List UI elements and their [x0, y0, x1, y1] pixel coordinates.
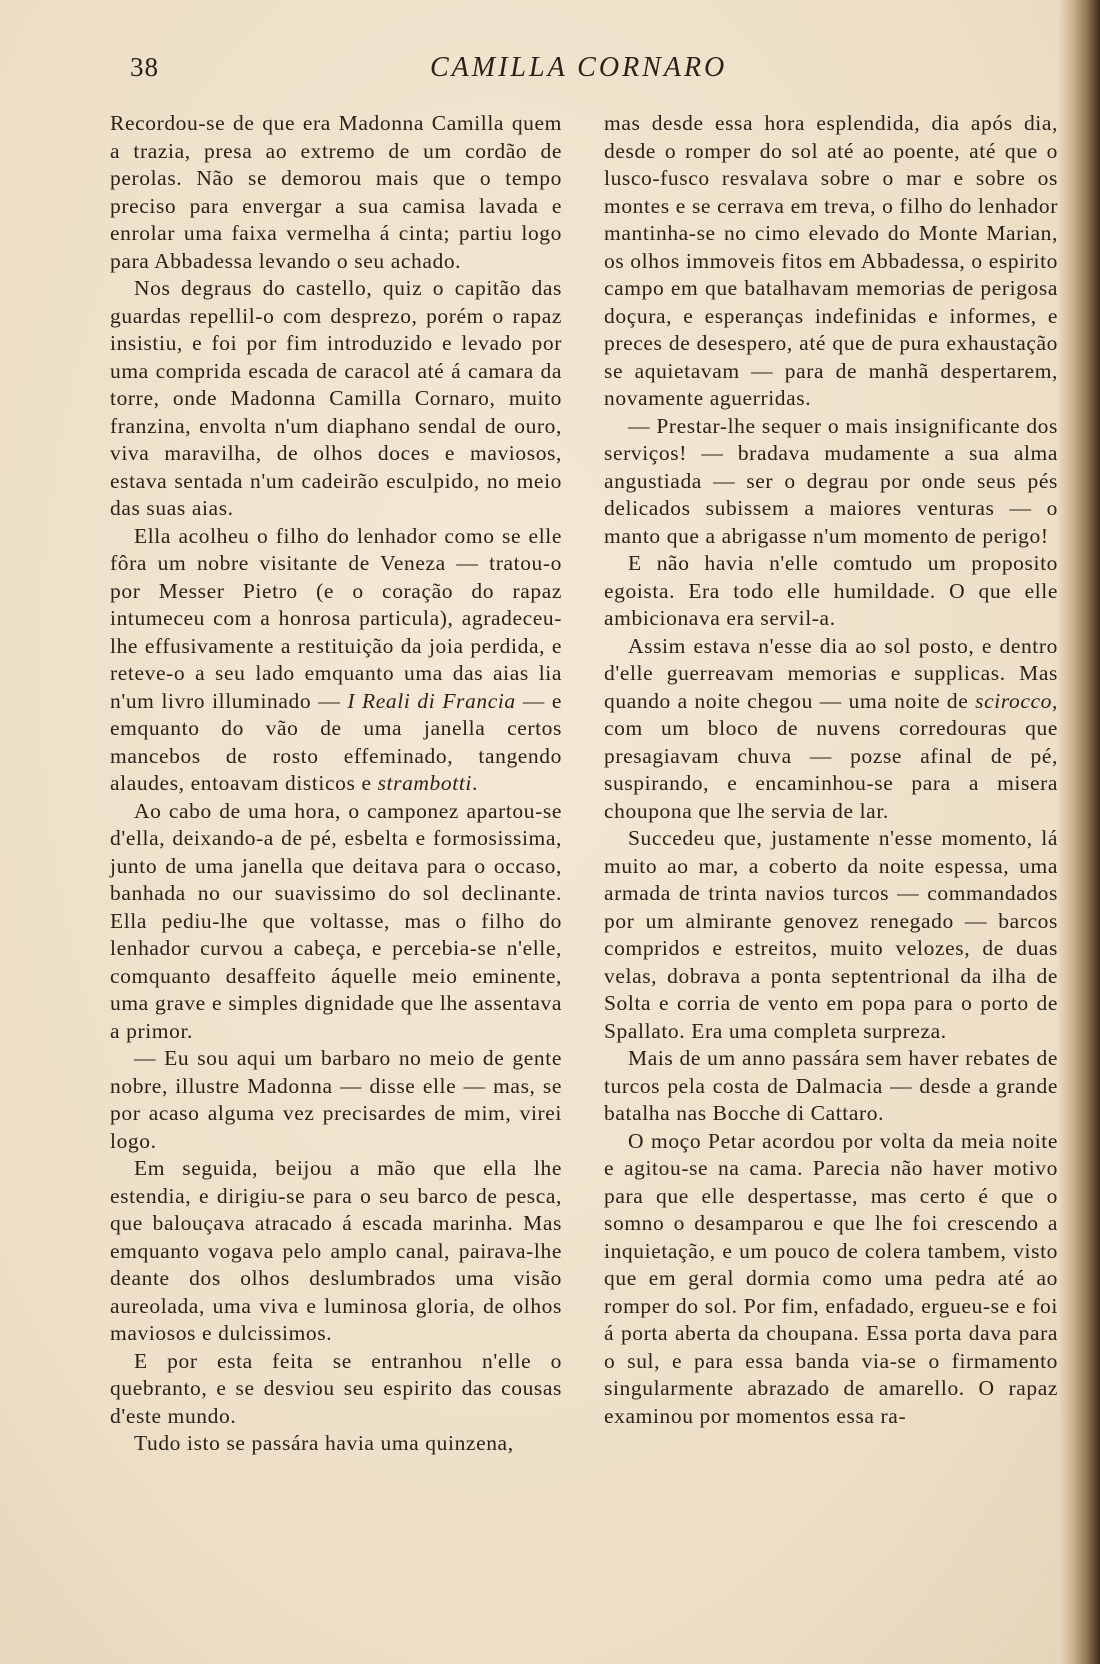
- paragraph: — Prestar-lhe sequer o mais insignificante dos serviços! — bradava mudamente a sua alma angustiada — ser o degrau por onde seus pés delicados subissem a maiores venturas — o manto que a abrigasse n'um momento de perigo!: [604, 413, 1058, 548]
- paragraph: O moço Petar acordou por volta da meia noite e agitou-se na cama. Parecia não haver motivo para que elle despertasse, mas certo é que o somno o desamparou e que lhe foi crescendo a inquietação, e um pouco de colera tambem, visto que em geral dormia como uma pedra até ao romper do sol. Por fim, enfadado, ergueu-se e foi á porta aberta da choupana. Essa porta dava para o sul, e para essa banda via-se o firmamento singularmente abrazado de amarello. O rapaz examinou por momentos essa ra-: [604, 1128, 1058, 1428]
- paragraph: Succedeu que, justamente n'esse momento, lá muito ao mar, a coberto da noite espessa, uma armada de trinta navios turcos — commandados por um almirante genovez renegado — barcos compridos e estreitos, muito velozes, de duas velas, dobrava a ponta septentrional da ilha de Solta e corria de vento em popa para o porto de Spallato. Era uma completa surpreza.: [604, 826, 1058, 1043]
- page-edge-shadow: [1058, 0, 1100, 1664]
- paragraph: E por esta feita se entranhou n'elle o quebranto, e se desviou seu espirito das cousas d'este mundo.: [110, 1348, 562, 1428]
- paragraph-text: Assim estava n'esse dia ao sol posto, e dentro d'elle guerreavam memorias e supplicas. Mas quando a noite chegou — uma noite de: [604, 633, 1058, 713]
- running-title: CAMILLA CORNARO: [430, 52, 728, 83]
- paragraph-text: Ella acolheu o filho do lenhador como se elle fôra um nobre visitante de Veneza — tratou-o por Messer Pietro (e o coração do rapaz intumeceu com a honrosa particula), agradeceu-lhe effusivamente a restituição da joia perdida, e reteve-o a seu lado emquanto uma das aias lia n'um livro illuminado —: [110, 523, 562, 713]
- paragraph: Recordou-se de que era Madonna Camilla quem a trazia, presa ao extremo de um cordão de perolas. Não se demorou mais que o tempo preciso para envergar a sua camisa lavada e enrolar uma faixa vermelha á cinta; partiu logo para Abbadessa levando o seu achado.: [110, 111, 562, 273]
- paragraph: [110, 523, 562, 798]
- paragraph: Em seguida, beijou a mão que ella lhe estendia, e dirigiu-se para o seu barco de pesca, que balouçava atracado á escada marinha. Mas emquanto vogava pelo amplo canal, pairava-lhe deante dos olhos deslumbrados uma visão aureolada, uma viva e luminosa gloria, de olhos maviosos e dulcissimos.: [110, 1156, 562, 1345]
- paragraph: mas desde essa hora esplendida, dia após dia, desde o romper do sol até ao poente, até que o lusco-fusco resvalava sobre o mar e sobre os montes e se cerrava em treva, o filho do lenhador mantinha-se no cimo elevado do Monte Marian, os olhos immoveis fitos em Abbadessa, o espirito campo em que batalhavam memorias de perigosa doçura, e esperanças indefinidas e informes, e preces de desespero, até que de pura exhaustação se aquietavam — para de manhã despertarem, novamente aguerridas.: [604, 111, 1058, 410]
- italic-term: strambotti: [377, 771, 472, 795]
- book-title: I Reali di Francia: [347, 688, 516, 713]
- paragraph-text: — e emquanto do vão de uma janella certos mancebos de rosto effeminado, tangendo alaudes, entoavam disticos e: [110, 688, 563, 795]
- paragraph-text: .: [471, 771, 478, 795]
- paragraph: — Eu sou aqui um barbaro no meio de gente nobre, illustre Madonna — disse elle — mas, se por acaso alguma vez precisardes de mim, virei logo.: [110, 1046, 562, 1153]
- paragraph: E não havia n'elle comtudo um proposito egoista. Era todo elle humildade. O que elle ambicionava era servil-a.: [604, 551, 1058, 630]
- paragraph: [604, 633, 1058, 826]
- paragraph: Nos degraus do castello, quiz o capitão das guardas repellil-o com desprezo, porém o rapaz insistiu, e foi por fim introduzido e levado por uma comprida escada de caracol até á camara da torre, onde Madonna Camilla Cornaro, muito franzina, envolta n'um diaphano sendal de ouro, viva maravilha, de olhos doces e maviosos, estava sentada n'um cadeirão esculpido, no meio das suas aias.: [110, 276, 562, 520]
- page-number: 38: [130, 52, 159, 82]
- paragraph: Ao cabo de uma hora, o camponez apartou-se d'ella, deixando-a de pé, esbelta e formosissima, junto de uma janella que deitava para o occaso, banhada no our suavissimo do sol declinante. Ella pediu-lhe que voltasse, mas o filho do lenhador curvou a cabeça, e percebia-se n'elle, comquanto desaffeito áquelle meio eminente, uma grave e simples dignidade que lhe assentava a primor.: [110, 798, 562, 1043]
- page-header: [130, 52, 968, 92]
- paragraph-text: com um bloco de nuvens corredouras que presagiavam chuva — pozse afinal de pé, suspirando, e encaminhou-se para a misera choupona que lhe servia de lar.: [604, 716, 1058, 823]
- italic-term: scirocco,: [975, 688, 1058, 713]
- paragraph: Tudo isto se passára havia uma quinzena,: [134, 1431, 514, 1455]
- right-column: [604, 110, 1058, 1430]
- left-column: [110, 110, 562, 1458]
- paragraph: Mais de um anno passára sem haver rebates de turcos pela costa de Dalmacia — desde a grande batalha nas Bocche di Cattaro.: [604, 1046, 1058, 1125]
